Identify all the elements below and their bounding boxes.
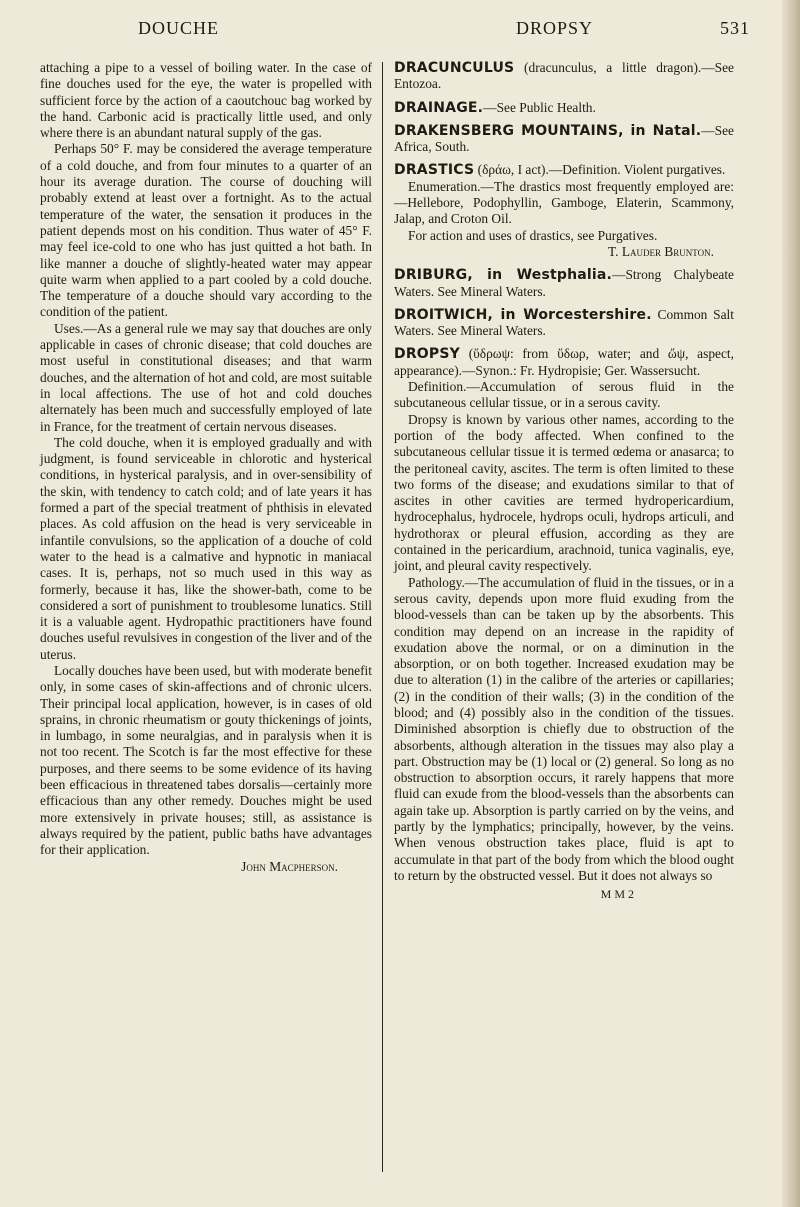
entry-heading: DRACUNCULUS [394,60,515,76]
entry-heading: DROPSY [394,346,460,363]
entry-text: (dracunculus, a little dragon).—See Entozoa. [394,60,734,92]
entry-dracunculus [394,60,734,93]
paragraph: Uses.—As a general rule we may say that douches are only applicable in cases of chronic disease; that cold douches are most useful in constitutional diseases; and that warm douches, and the alternation of hot and cold, are most suitable in local affections. The use of hot and cold douches alternately has been much and successfully employed of late in France, for the treatment of certain nervous diseases. [40,320,372,434]
entry-drainage [394,100,734,116]
paragraph: Locally douches have been used, but with moderate benefit only, in some cases of skin-affections and of chronic ulcers. Their principal local application, however, is in cases of old sprains, in chronic rheumatism or gouty thickenings of joints, in lumbago, in some neuralgias, and in paralysis when it is not too recent. The Scotch is far the most effective for these purposes, and there seems to be some evidence of its having been efficacious in threatened tabes dorsalis—certainly more efficacious than any other remedy. Douches might be used more extensively in private houses; still, as assistance is always required by the patient, public baths have advantages for their application. [40,662,372,858]
signature-mark: M M 2 [600,887,634,902]
entry-heading: DRASTICS [394,162,475,179]
paragraph: Perhaps 50° F. may be considered the average temperature of a cold douche, and from four minutes to a quarter of an hour its average duration. The course of douching will probably extend at least over a fortnight. As to the actual temperature of the water, the sensation it produces in the patient depends most on his condition. Thus water of 45° F. may feel ice-cold to one who has just quitted a hot bath. In like manner a douche of slightly-heated water may appear quite warm when applied to a part cooled by a cold douche. The temperature of a douche should vary according to the condition of the patient. [40,141,372,320]
entry-dropsy [394,346,734,379]
left-column [40,60,372,875]
entry-text: —See Africa, South. [394,122,734,155]
entry-heading: DRAKENSBERG MOUNTAINS, in Natal. [394,122,702,139]
entry-heading: DRIBURG, in Westphalia. [394,267,613,284]
paragraph: Dropsy is known by various other names, according to the portion of the body affected. When confined to the subcutaneous cellular tissue it is termed œdema or anasarca; to the peritoneal cavity, ascites. The term is often limited to these two forms of the disease; and exudations similar to that of ascites in other cavities are termed hydropericardium, hydrocephalus, hydrocele, hydrops oculi, hydrops articuli, and hydrothorax or pleural effusion, according as they are contained in the pericardium, arachnoid, tunica vaginalis, eye, joint, and pleural cavity respectively. [394,411,734,574]
column-divider [382,62,383,1172]
entry-text: Common Salt Waters. See Mineral Waters. [394,306,734,339]
paragraph: attaching a pipe to a vessel of boiling water. In the case of fine douches used for the eye, the water is propelled with sufficient force by the action of a caoutchouc bag worked by the hand. Carbonic acid is practically little used, and only where there is an abundant natural supply of the gas. [40,60,372,141]
page-number: 531 [720,18,750,38]
entry-drastics [394,162,734,178]
right-column [394,60,734,903]
entry-text: (δράω, I act).—Definition. Violent purgatives. [474,162,726,178]
paragraph: Definition.—Accumulation of serous fluid in the subcutaneous cellular tissue, or in a serous cavity. [394,379,734,411]
entry-droitwich [394,307,734,340]
author-signature: T. Lauder Brunton. [607,243,714,259]
entry-heading: DROITWICH, in Worcestershire. [394,306,652,323]
paragraph: For action and uses of drastics, see Purgatives. [408,227,658,243]
author-signature: John Macpherson. [241,858,338,874]
entry-text: (ὕδρωψ: from ὕδωρ, water; and ὤψ, aspect, appearance).—Synon.: Fr. Hydropisie; Ger. Wassersucht. [394,346,734,378]
header-left-word: DOUCHE [138,18,219,38]
entry-text: —Strong Chalybeate Waters. See Mineral Waters. [394,267,734,299]
entry-driburg [394,267,734,300]
header-right-word: DROPSY [516,18,594,38]
running-header [38,6,750,40]
page-edge [782,0,800,1207]
entry-heading: DRAINAGE. [394,99,484,116]
paragraph: Enumeration.—The drastics most frequently employed are:—Hellebore, Podophyllin, Gamboge, Elaterin, Scammony, Jalap, and Croton Oil. [394,178,734,227]
entry-text: —See Public Health. [483,99,596,115]
paragraph: Pathology.—The accumulation of fluid in the tissues, or in a serous cavity, depends upon more fluid exuding from the blood-vessels than can be taken up by the absorbents. This condition may depend on an increase in the rapidity of exudation above the normal, or on a diminution in the absorption, or on both together. Increased exudation may be due to alteration (1) in the calibre of the arteries or capillaries; (2) in the condition of their walls; (3) in the condition of the blood; and (4) possibly also in the condition of the tissues. Diminished absorption is chiefly due to obstruction of the absorbents, although alteration in the tissues may also play a part. Obstruction may be (1) local or (2) general. So long as no obstruction to absorption occurs, it rarely happens that more fluid can exude from the blood-vessels than the absorbents can again take up. Absorption is partly carried on by the veins, and partly by the lymphatics; principally, however, by the veins. When venous obstruction takes place, fluid is apt to accumulate in that part of the body from which the blood ought to return by the obstructed vessel. But it does not always so [394,574,734,883]
entry-drakensberg [394,123,734,156]
paragraph: The cold douche, when it is employed gradually and with judgment, is found serviceable in chlorotic and hysterical conditions, in hysterical paralysis, and in over-sensibility of the skin, with tendency to catch cold; and of late years it has formed a part of the special treatment of phthisis in elevated places. As cold affusion on the head is very serviceable in infantile convulsions, so the application of a douche of cold water to the head is a calmative and hypnotic in maniacal cases. It is, perhaps, not so much used in this way as formerly, because it has, like the shower-bath, come to be considered a sort of punishment to troublesome lunatics. Still it is a valuable agent. Hydropathic practitioners have found douches useful revulsives in congestion of the liver and of the uterus. [40,434,372,662]
